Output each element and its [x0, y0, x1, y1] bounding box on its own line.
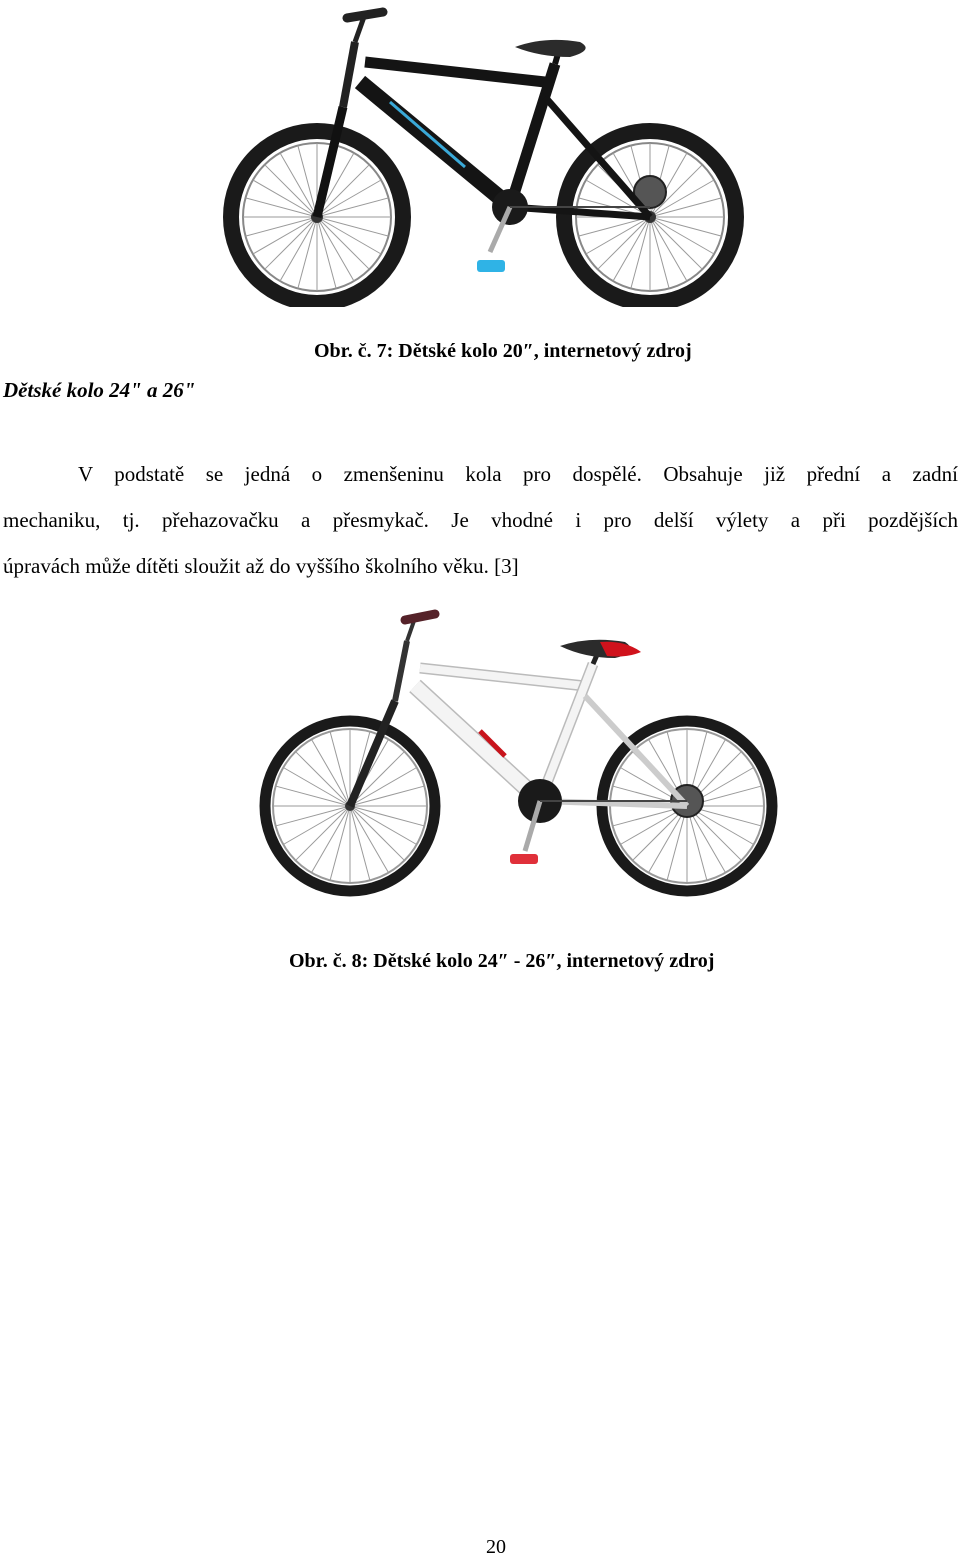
bike-24-26-image: [255, 606, 780, 911]
paragraph-line-2: mechaniku, tj. přehazovačku a přesmykač. Je vhodné i pro delší výlety a při pozdějších: [3, 508, 958, 532]
figure-bike-20: [215, 2, 755, 307]
page-number: 20: [486, 1536, 506, 1558]
bike-20-image: [215, 2, 755, 307]
figure-caption-8: Obr. č. 8: Dětské kolo 24″ - 26″, internetový zdroj: [289, 950, 715, 972]
section-heading: Dětské kolo 24" a 26": [3, 378, 196, 402]
figure-caption-7: Obr. č. 7: Dětské kolo 20″, internetový zdroj: [314, 340, 692, 362]
paragraph-line-3: úpravách může dítěti sloužit až do vyššího školního věku. [3]: [3, 554, 519, 578]
figure-bike-24-26: [255, 606, 780, 911]
paragraph-line-1: V podstatě se jedná o zmenšeninu kola pro dospělé. Obsahuje již přední a zadní: [78, 462, 958, 486]
